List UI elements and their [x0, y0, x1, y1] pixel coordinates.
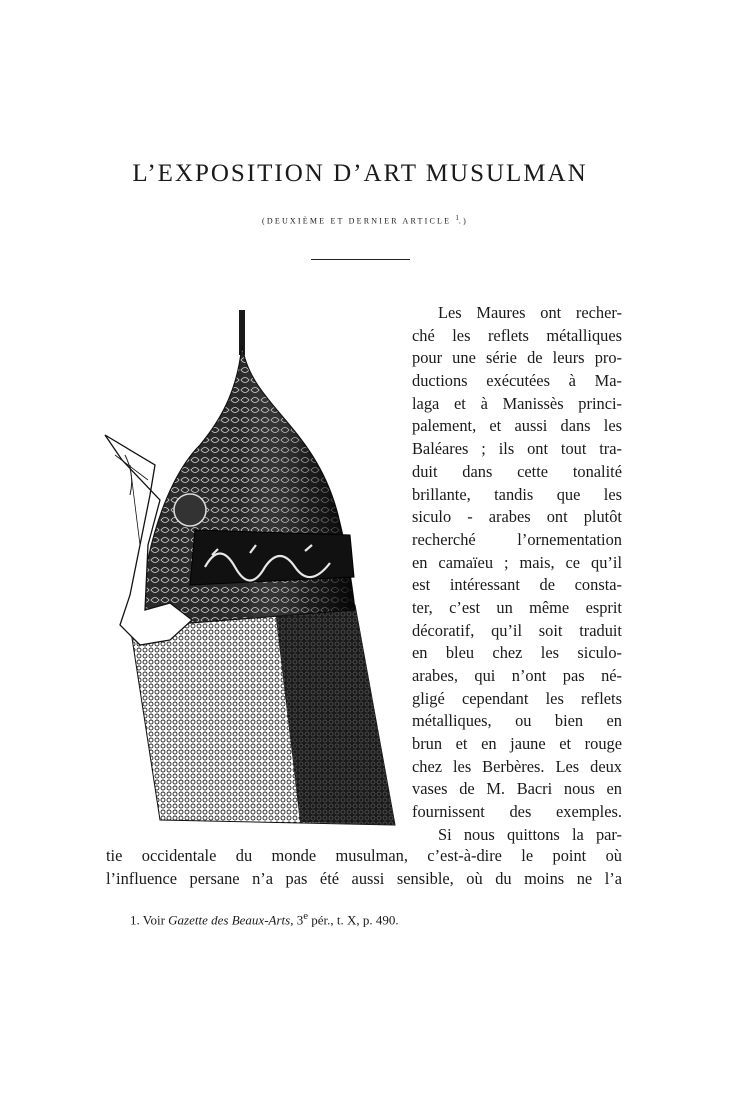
- body-line: métalliques, ou bien en: [412, 711, 622, 731]
- footnote: [130, 910, 399, 928]
- body-line: ter, c’est un même esprit: [412, 597, 622, 617]
- body-line: ductions exécutées à Ma-: [412, 371, 622, 391]
- body-line: est intéressant de consta-: [412, 575, 622, 595]
- body-line: l’influence persane n’a pas été aussi sensible, où du moins ne l’a: [106, 868, 622, 888]
- body-line: siculo - arabes ont plutôt: [412, 507, 622, 527]
- title-rule: [311, 259, 410, 260]
- footnote-ref: 1: [455, 214, 459, 222]
- body-line: Si nous quittons la par-: [438, 824, 622, 844]
- body-line: en bleu chez les siculo-: [412, 643, 622, 663]
- body-column: [412, 302, 622, 847]
- body-line: ché les reflets métalliques: [412, 325, 622, 345]
- helmet-figure: [100, 305, 410, 835]
- article-title: L’EXPOSITION D’ART MUSULMAN: [132, 160, 588, 187]
- body-line: fournissent des exemples.: [412, 802, 622, 822]
- body-line: tie occidentale du monde musulman, c’est-à-dire le point où: [106, 846, 622, 865]
- body-line: recherché l’ornementation: [412, 529, 622, 549]
- body-full-width: [106, 845, 622, 890]
- footnote-series: 3: [296, 912, 304, 928]
- footnote-series-sup: e: [303, 910, 309, 922]
- body-line: brillante, tandis que les: [412, 484, 622, 504]
- body-line: duit dans cette tonalité: [412, 461, 622, 481]
- footnote-journal: Gazette des Beaux-Arts,: [168, 912, 294, 928]
- cartouche-roundel: [174, 494, 206, 526]
- footnote-rest: pér., t. X, p. 490.: [311, 912, 399, 928]
- subtitle-text: (DEUXIÈME ET DERNIER ARTICLE: [262, 216, 452, 226]
- body-line: brun et en jaune et rouge: [412, 734, 622, 754]
- body-line: gligé cependant les reflets: [412, 688, 622, 708]
- footnote-pre: Voir: [142, 912, 165, 928]
- inscription-band: [190, 530, 354, 585]
- article-subtitle: [0, 214, 730, 226]
- body-line: arabes, qui n’ont pas né-: [412, 666, 622, 685]
- body-line: en camaïeu ; mais, ce qu’il: [412, 552, 622, 572]
- body-line: palement, et aussi dans les: [412, 416, 622, 436]
- body-line: laga et à Manissès princi-: [412, 393, 622, 413]
- body-line: décoratif, qu’il soit traduit: [412, 620, 622, 640]
- body-line: Les Maures ont recher-: [438, 303, 622, 322]
- body-line: pour une série de leurs pro-: [412, 348, 622, 368]
- body-line: chez les Berbères. Les deux: [412, 756, 622, 776]
- body-line: Baléares ; ils ont tout tra-: [412, 439, 622, 459]
- helmet-illustration: [100, 305, 410, 835]
- subtitle-close: .): [458, 216, 468, 226]
- footnote-number: 1.: [130, 912, 140, 928]
- body-line: vases de M. Bacri nous en: [412, 779, 622, 799]
